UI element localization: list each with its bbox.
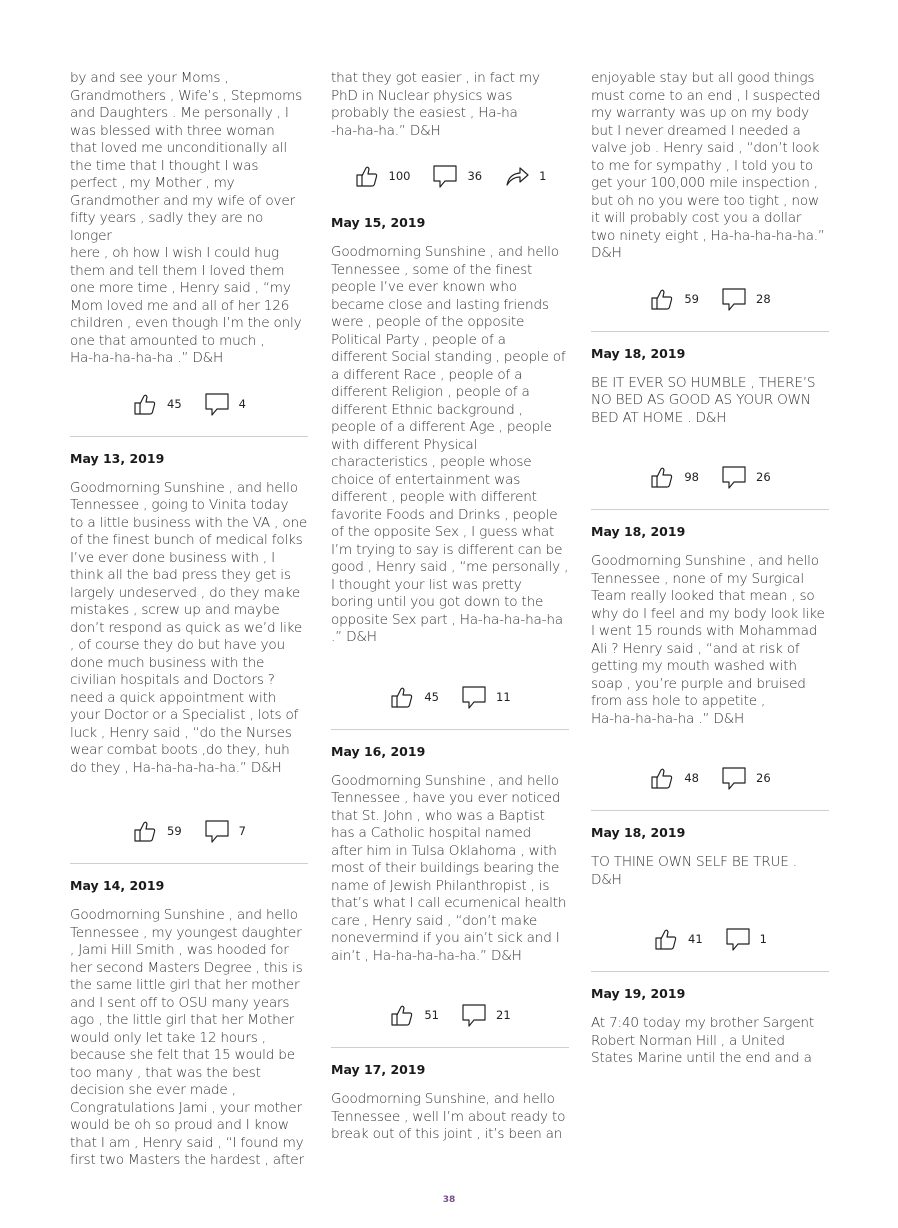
post-date: May 16, 2019: [331, 743, 426, 759]
comment-stat[interactable]: [432, 163, 482, 189]
reactions-bar: [591, 919, 829, 959]
like-count: 51: [424, 1008, 439, 1022]
divider: [591, 971, 829, 972]
divider: [70, 863, 308, 864]
post-date: May 15, 2019: [331, 215, 426, 230]
comment-count: 21: [496, 1008, 511, 1022]
page-number: 38: [442, 1195, 456, 1205]
post-text: enjoyable stay but all good things must come to an end , I suspected my warranty was up on my body but I never dreamed I needed a valve job . Henry said , “don’t look to me for sympathy , I told you to get your 100,000 mile inspection , but oh no you were too tight , now it will probably cost you a dollar two ninety eight , Ha-ha-ha-ha-ha.” D&H: [591, 70, 825, 261]
divider: [591, 509, 829, 510]
divider: [70, 436, 308, 437]
thumbs-up-icon: [649, 464, 675, 490]
post-date: May 18, 2019: [591, 345, 686, 361]
comment-stat[interactable]: [725, 926, 767, 952]
like-stat[interactable]: [649, 286, 699, 312]
reactions-bar: [331, 995, 569, 1035]
share-icon: [504, 163, 530, 189]
comment-icon: [204, 818, 230, 844]
comment-count: 36: [467, 169, 483, 183]
like-stat[interactable]: [649, 765, 699, 791]
column-3: [591, 70, 829, 1068]
share-count: 1: [539, 169, 547, 183]
post-date: May 17, 2019: [331, 1062, 426, 1077]
post-text: by and see your Moms , Grandmothers , Wife’s , Stepmoms and Daughters . Me personally , I was blessed with three woman that loved me unconditionally all the time that I thought I was perfect , my Mother , my Grandmother and my wife of over fifty years , sadly they are no longer here , oh how I wish I could hug them and tell them I loved them one more time , Henry said , “my Mom loved me and all of her 126 children , even though I’m the only one that amounted to much , Ha-ha-ha-ha-ha .” D&H: [70, 70, 303, 366]
thumbs-up-icon: [653, 926, 679, 952]
comment-icon: [721, 286, 747, 312]
like-count: 48: [684, 771, 699, 785]
comment-icon: [461, 1002, 487, 1028]
like-stat[interactable]: [649, 464, 699, 490]
like-count: 59: [684, 291, 699, 306]
thumbs-up-icon: [389, 684, 415, 710]
comment-count: 26: [756, 470, 771, 484]
comment-icon: [721, 765, 747, 791]
reactions-bar: [331, 677, 569, 717]
column-1: [70, 70, 308, 1170]
divider: [331, 729, 569, 730]
post-date: May 19, 2019: [591, 986, 686, 1001]
post-text: Goodmorning Sunshine , and hello Tennessee , my youngest daughter , Jami Hill Smith , was hooded for her second Masters Degree , this is the same little girl that her mother and I sent off to OSU many years ago , the little girl that her Mother would only let take 12 hours , because she felt that 15 would be too many , that was the best decision she ever made , Congratulations Jami , your mother would be oh so proud and I know that I am , Henry said , “I found my first two Masters the hardest , after: [70, 907, 304, 1168]
like-stat[interactable]: [354, 163, 411, 189]
comment-stat[interactable]: [721, 464, 771, 490]
divider: [591, 331, 829, 332]
comment-icon: [721, 464, 747, 490]
comment-count: 1: [759, 932, 767, 946]
post-text: TO THINE OWN SELF BE TRUE . D&H: [591, 854, 797, 888]
like-stat[interactable]: [389, 1002, 439, 1028]
post-text: Goodmorning Sunshine , and hello Tennessee , some of the finest people I’ve ever known who became close and lasting friends were , people of the opposite Political Party , people of a different Social standing , people of a different Race , people of a different Religion , people of a different Ethnic background , people of a different Age , people with different Physical characteristics , people whose choice of entertainment was different , people with different favorite Foods and Drinks , people of the opposite Sex , I guess what I’m trying to say is different can be good , Henry said , “me personally , I thought your list was pretty boring until you got down to the opposite Sex part , Ha-ha-ha-ha-ha .” D&H: [331, 244, 569, 645]
post-text: Goodmorning Sunshine , and hello Tennessee , going to Vinita today to a little business with the VA , one of the finest bunch of medical folks I’ve ever done business with , I think all the bad press they get is largely undeserved , do they make mistakes , screw up and maybe don’t respond as quick as we’d like , of course they do but have you done much business with the civilian hospitals and Doctors ? need a quick appointment with your Doctor or a Specialist , lots of luck , Henry said , “do the Nurses wear combat boots ,do they, huh do they , Ha-ha-ha-ha-ha.” D&H: [70, 479, 308, 776]
comment-stat[interactable]: [721, 765, 771, 791]
like-count: 41: [688, 932, 703, 946]
comment-count: 28: [756, 291, 771, 306]
like-count: 45: [167, 396, 182, 411]
like-count: 98: [684, 470, 699, 484]
reactions-bar: [331, 156, 569, 196]
comment-stat[interactable]: [461, 684, 511, 710]
comment-stat[interactable]: [461, 1002, 511, 1028]
thumbs-up-icon: [649, 765, 675, 791]
post-date: May 18, 2019: [591, 825, 686, 840]
like-stat[interactable]: [653, 926, 703, 952]
comment-count: 7: [238, 824, 246, 838]
comment-stat[interactable]: [204, 818, 246, 844]
thumbs-up-icon: [132, 818, 158, 844]
like-stat[interactable]: [389, 684, 439, 710]
thumbs-up-icon: [649, 286, 675, 312]
divider: [331, 1047, 569, 1048]
post-text: Goodmorning Sunshine , and hello Tennessee , have you ever noticed that St. John , who was a Baptist has a Catholic hospital named after him in Tulsa Oklahoma , with most of their buildings bearing the name of Jewish Philanthropist , is that’s what I call ecumenical health care , Henry said , “don’t make nonevermind if you ain’t sick and I ain’t , Ha-ha-ha-ha-ha.” D&H: [331, 772, 567, 964]
like-stat[interactable]: [132, 391, 182, 417]
like-count: 100: [388, 169, 411, 183]
divider: [591, 810, 829, 811]
post-text: BE IT EVER SO HUMBLE , THERE’S NO BED AS GOOD AS YOUR OWN BED AT HOME . D&H: [591, 374, 816, 426]
reactions-bar: [591, 758, 829, 798]
reactions-bar: [70, 811, 308, 851]
post-text: At 7:40 today my brother Sargent Robert Norman Hill , a United States Marine until the end and a: [591, 1015, 814, 1066]
post-text: Goodmorning Sunshine, and hello Tennessee , well I’m about ready to break out of this joint , it’s been an: [331, 1091, 566, 1142]
reactions-bar: [70, 384, 308, 424]
comment-icon: [725, 926, 751, 952]
share-stat[interactable]: [504, 163, 546, 189]
reactions-bar: [591, 457, 829, 497]
reactions-bar: [591, 279, 829, 319]
like-count: 45: [424, 689, 439, 704]
post-date: May 18, 2019: [591, 524, 686, 539]
comment-count: 26: [756, 771, 771, 785]
comment-count: 4: [238, 396, 246, 411]
comment-icon: [461, 684, 487, 710]
thumbs-up-icon: [354, 163, 380, 189]
post-date: May 14, 2019: [70, 878, 165, 893]
comment-stat[interactable]: [204, 391, 246, 417]
thumbs-up-icon: [389, 1002, 415, 1028]
comment-stat[interactable]: [721, 286, 771, 312]
post-text: that they got easier , in fact my PhD in Nuclear physics was probably the easiest , Ha-ha -ha-ha-ha.” D&H: [331, 70, 540, 139]
column-2: [331, 70, 569, 1144]
thumbs-up-icon: [132, 391, 158, 417]
comment-count: 11: [496, 689, 511, 704]
like-stat[interactable]: [132, 818, 182, 844]
comment-icon: [204, 391, 230, 417]
post-text: Goodmorning Sunshine , and hello Tennessee , none of my Surgical Team really looked that mean , so why do I feel and my body look like I went 15 rounds with Mohammad Ali ? Henry said , “and at risk of getting my mouth washed with soap , you’re purple and bruised from ass hole to appetite , Ha-ha-ha-ha-ha .” D&H: [591, 553, 825, 727]
comment-icon: [432, 163, 458, 189]
post-date: May 13, 2019: [70, 450, 165, 466]
like-count: 59: [167, 824, 182, 838]
